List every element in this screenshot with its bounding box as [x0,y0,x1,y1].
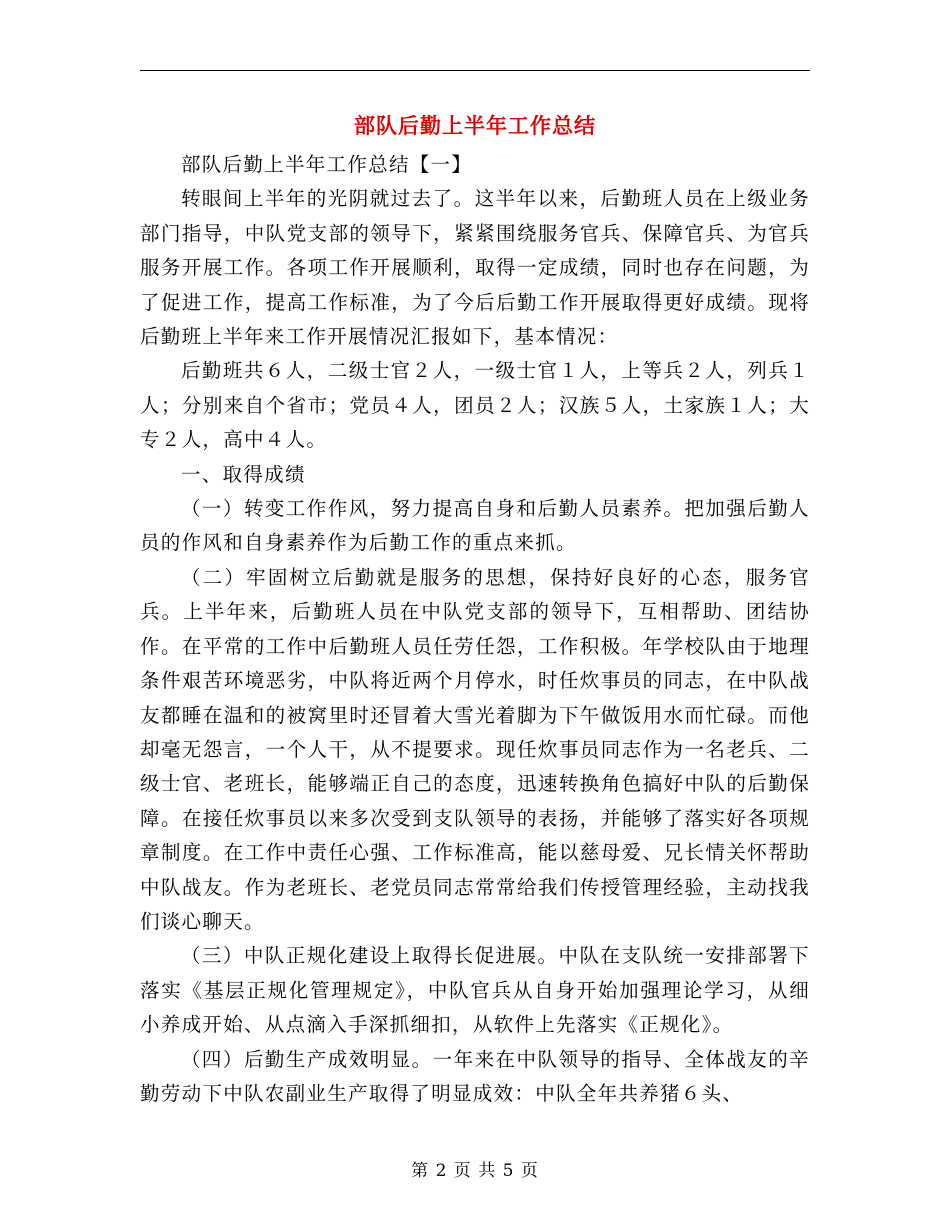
paragraph-intro: 转眼间上半年的光阴就过去了。这半年以来，后勤班人员在上级业务部门指导，中队党支部的领导下，紧紧围绕服务官兵、保障官兵、为官兵服务开展工作。各项工作开展顺利，取得一定成绩，同时也存在问题，为了促进工作，提高工作标准，为了今后后勤工作开展取得更好成绩。现将后勤班上半年来工作开展情况汇报如下，基本情况： [140,187,810,349]
document-title: 部队后勤上半年工作总结 [354,114,596,138]
paragraph-item-1: （一）转变工作作风，努力提高自身和后勤人员素养。把加强后勤人员的作风和自身素养作为后勤工作的重点来抓。 [140,497,810,555]
paragraph-item-2: （二）牢固树立后勤就是服务的思想，保持好良好的心态，服务官兵。上半年来，后勤班人员在中队党支部的领导下，互相帮助、团结协作。在平常的工作中后勤班人员任劳任怨，工作积极。年学校队由于地理条件艰苦环境恶劣，中队将近两个月停水，时任炊事员的同志，在中队战友都睡在温和的被窝里时还冒着大雪光着脚为下午做饭用水而忙碌。而他却毫无怨言，一个人干，从不提要求。现任炊事员同志作为一名老兵、二级士官、老班长，能够端正自己的态度，迅速转换角色搞好中队的后勤保障。在接任炊事员以来多次受到支队领导的表扬，并能够了落实好各项规章制度。在工作中责任心强、工作标准高，能以慈母爱、兄长情关怀帮助中队战友。作为老班长、老党员同志常常给我们传授管理经验，主动找我们谈心聊天。 [140,565,810,933]
page-number: 第 2 页 共 5 页 [411,1161,539,1181]
section-heading: 部队后勤上半年工作总结【一】 [180,153,473,176]
paragraph-basic-info: 后勤班共６人，二级士官２人，一级士官１人，上等兵２人，列兵１人；分别来自个省市；党员４人，团员２人；汉族５人，土家族１人；大专２人，高中４人。 [140,359,810,452]
paragraph-item-4: （四）后勤生产成效明显。一年来在中队领导的指导、全体战友的辛勤劳动下中队农副业生产取得了明显成效：中队全年共养猪６头、 [140,1047,810,1105]
heading-achievements: 一、取得成绩 [180,462,306,486]
header-rule [140,70,810,71]
paragraph-item-3: （三）中队正规化建设上取得长促进展。中队在支队统一安排部署下落实《基层正规化管理规定》，中队官兵从自身开始加强理论学习，从细小养成开始、从点滴入手深抓细扣，从软件上先落实《正规化》。 [140,944,810,1037]
document-body [140,148,810,1111]
